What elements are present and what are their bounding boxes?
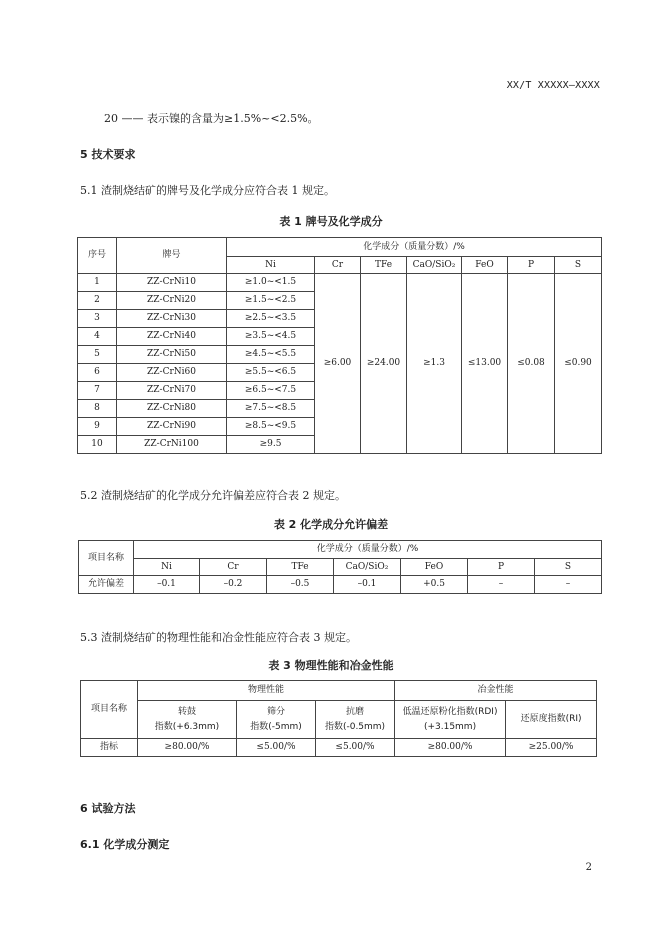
- t1-seq: 9: [78, 418, 117, 436]
- t1-seq: 1: [78, 274, 117, 292]
- t1-ni: ≥7.5~<8.5: [227, 400, 315, 418]
- t3-col-sieve-line1: 筛分: [266, 706, 285, 717]
- t1-col-ni: Ni: [227, 257, 315, 274]
- t2-col-tfe: TFe: [267, 559, 334, 576]
- t1-ni: ≥1.5~<2.5: [227, 292, 315, 310]
- t3-value-ri: ≥25.00/%: [506, 739, 597, 757]
- t1-grade: ZZ-CrNi10: [117, 274, 227, 292]
- t2-value-cao-sio2: –0.1: [334, 576, 401, 594]
- t1-grade: ZZ-CrNi90: [117, 418, 227, 436]
- t1-ni: ≥2.5~<3.5: [227, 310, 315, 328]
- t1-seq: 5: [78, 346, 117, 364]
- table-row: [81, 739, 597, 757]
- grade-note: 20 —— 表示镍的含量为≥1.5%~<2.5%。: [104, 112, 319, 125]
- t1-ni: ≥5.5~<6.5: [227, 364, 315, 382]
- t3-col-ri: 还原度指数(RI): [506, 701, 597, 739]
- clause-5-1: 5.1 渣制烧结矿的牌号及化学成分应符合表 1 规定。: [80, 184, 335, 197]
- section-6-heading: 6 试验方法: [80, 802, 136, 815]
- t1-header-grade: 牌号: [117, 238, 227, 274]
- table-2: [78, 540, 602, 594]
- table-3: [80, 680, 597, 757]
- standard-code: XX/T XXXXX—XXXX: [506, 80, 600, 91]
- t1-header-composition: 化学成分（质量分数）/%: [227, 238, 602, 257]
- t1-cao-value: ≥1.3: [407, 274, 462, 454]
- t1-seq: 4: [78, 328, 117, 346]
- section-6-1-heading: 6.1 化学成分测定: [80, 838, 170, 851]
- t3-col-rdi-line1: 低温还原粉化指数(RDI): [402, 706, 498, 717]
- t3-value-abrasion: ≤5.00/%: [316, 739, 395, 757]
- t3-value-sieve: ≤5.00/%: [237, 739, 316, 757]
- table-row: [79, 576, 602, 594]
- t1-ni: ≥1.0~<1.5: [227, 274, 315, 292]
- t3-value-rdi: ≥80.00/%: [395, 739, 506, 757]
- t3-col-tumbler: [138, 701, 237, 739]
- t1-grade: ZZ-CrNi80: [117, 400, 227, 418]
- t1-col-s: S: [555, 257, 602, 274]
- t3-header-item: 项目名称: [81, 681, 138, 739]
- t1-col-tfe: TFe: [361, 257, 407, 274]
- clause-5-2: 5.2 渣制烧结矿的化学成分允许偏差应符合表 2 规定。: [80, 489, 346, 502]
- t2-col-ni: Ni: [134, 559, 200, 576]
- t3-col-rdi: [395, 701, 506, 739]
- t1-s-value: ≤0.90: [555, 274, 602, 454]
- t3-col-tumbler-line1: 转鼓: [177, 706, 196, 717]
- t3-col-sieve-line2: 指数(-5mm): [250, 722, 302, 732]
- t1-grade: ZZ-CrNi30: [117, 310, 227, 328]
- table-1-caption: 表 1 牌号及化学成分: [279, 215, 383, 228]
- table-2-caption: 表 2 化学成分允许偏差: [273, 518, 389, 531]
- t3-col-sieve: [237, 701, 316, 739]
- t1-grade: ZZ-CrNi60: [117, 364, 227, 382]
- section-5-heading: 5 技术要求: [80, 148, 136, 161]
- page-number: 2: [585, 862, 592, 873]
- t3-col-abrasion-line1: 抗磨: [346, 706, 365, 717]
- t3-row-label: 指标: [81, 739, 138, 757]
- t3-header-physical: 物理性能: [138, 681, 395, 701]
- t1-grade: ZZ-CrNi70: [117, 382, 227, 400]
- table-3-caption: 表 3 物理性能和冶金性能: [268, 659, 394, 672]
- t1-seq: 8: [78, 400, 117, 418]
- t2-value-p: –: [468, 576, 535, 594]
- t1-grade: ZZ-CrNi20: [117, 292, 227, 310]
- table-1: [77, 237, 602, 454]
- clause-5-3: 5.3 渣制烧结矿的物理性能和冶金性能应符合表 3 规定。: [80, 631, 357, 644]
- t1-col-feo: FeO: [462, 257, 508, 274]
- t1-grade: ZZ-CrNi50: [117, 346, 227, 364]
- t1-ni: ≥9.5: [227, 436, 315, 454]
- t1-feo-value: ≤13.00: [462, 274, 508, 454]
- t1-tfe-value: ≥24.00: [361, 274, 407, 454]
- t1-col-p: P: [508, 257, 555, 274]
- t2-col-s: S: [535, 559, 602, 576]
- t1-seq: 6: [78, 364, 117, 382]
- t1-ni: ≥4.5~<5.5: [227, 346, 315, 364]
- t1-header-seq: 序号: [78, 238, 117, 274]
- t1-p-value: ≤0.08: [508, 274, 555, 454]
- t2-value-s: –: [535, 576, 602, 594]
- table-row: [78, 274, 602, 292]
- t1-col-cr: Cr: [315, 257, 361, 274]
- t1-seq: 7: [78, 382, 117, 400]
- t2-row-label: 允许偏差: [79, 576, 134, 594]
- t2-col-cao-sio2: CaO/SiO₂: [334, 559, 401, 576]
- t2-header-composition: 化学成分（质量分数）/%: [134, 541, 602, 559]
- t1-seq: 3: [78, 310, 117, 328]
- t1-grade: ZZ-CrNi100: [117, 436, 227, 454]
- t1-seq: 10: [78, 436, 117, 454]
- t3-col-tumbler-line2: 指数(+6.3mm): [154, 722, 220, 732]
- t1-ni: ≥6.5~<7.5: [227, 382, 315, 400]
- t3-col-abrasion: [316, 701, 395, 739]
- t2-value-tfe: –0.5: [267, 576, 334, 594]
- t3-col-rdi-line2: (+3.15mm): [423, 722, 477, 732]
- t3-col-abrasion-line2: 指数(-0.5mm): [324, 722, 386, 732]
- t2-col-feo: FeO: [401, 559, 468, 576]
- t2-col-p: P: [468, 559, 535, 576]
- t1-col-cao-sio2: CaO/SiO₂: [407, 257, 462, 274]
- t2-value-ni: –0.1: [134, 576, 200, 594]
- t2-value-feo: +0.5: [401, 576, 468, 594]
- t2-header-item: 项目名称: [79, 541, 134, 576]
- t2-value-cr: –0.2: [200, 576, 267, 594]
- t3-header-metallurgical: 冶金性能: [395, 681, 597, 701]
- t2-col-cr: Cr: [200, 559, 267, 576]
- t1-seq: 2: [78, 292, 117, 310]
- t1-grade: ZZ-CrNi40: [117, 328, 227, 346]
- t1-cr-value: ≥6.00: [315, 274, 361, 454]
- t3-value-tumbler: ≥80.00/%: [138, 739, 237, 757]
- t1-ni: ≥3.5~<4.5: [227, 328, 315, 346]
- t1-ni: ≥8.5~<9.5: [227, 418, 315, 436]
